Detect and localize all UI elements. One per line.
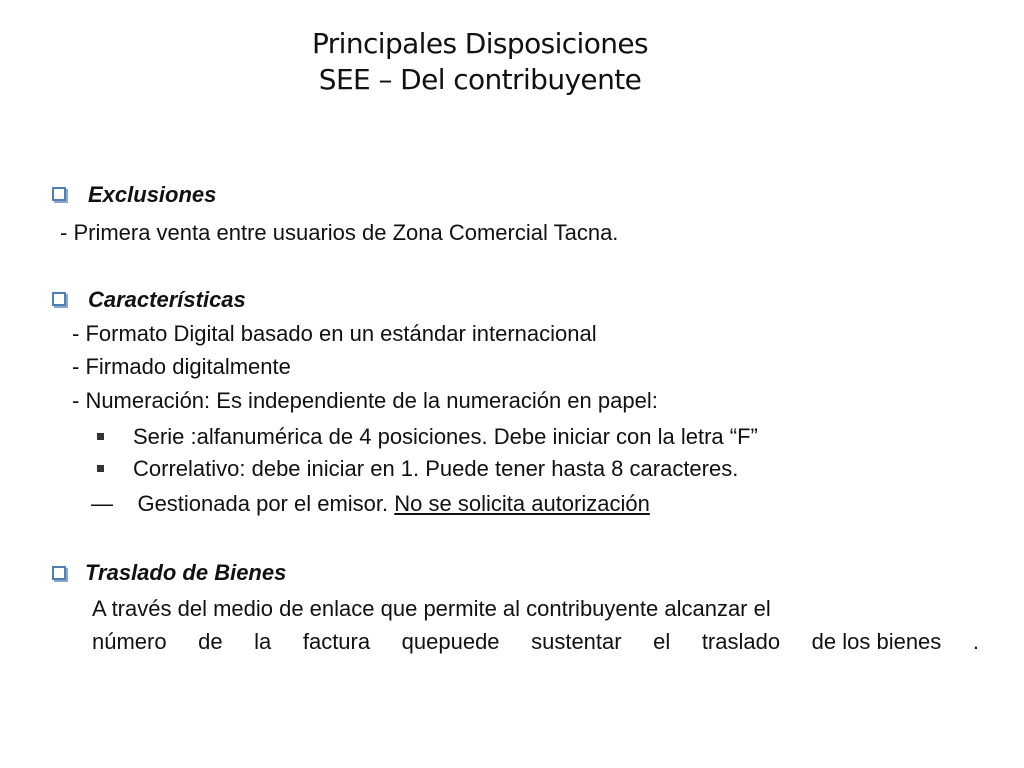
paragraph-word: factura xyxy=(302,629,371,654)
paragraph-word: de xyxy=(198,629,223,654)
caracteristicas-item: - Firmado digitalmente xyxy=(72,354,291,379)
paragraph-word: número xyxy=(92,629,167,654)
paragraph-word: . xyxy=(972,629,979,654)
caracteristicas-item: - Formato Digital basado en un estándar internacional xyxy=(72,321,597,346)
title-line-2: SEE – Del contribuyente xyxy=(318,63,642,96)
section-heading-traslado: Traslado de Bienes xyxy=(85,560,287,585)
section-heading-caracteristicas: Características xyxy=(88,287,246,312)
traslado-paragraph-line-1: A través del medio de enlace que permite al contribuyente alcanzar el xyxy=(92,596,771,621)
numeracion-sub-item: Serie :alfanumérica de 4 posiciones. Debe iniciar con la letra “F” xyxy=(133,424,758,449)
paragraph-word: el xyxy=(653,629,671,654)
square-bullet-icon xyxy=(97,433,104,440)
caracteristicas-item: - Numeración: Es independiente de la numeración en papel: xyxy=(72,388,658,413)
dash-item xyxy=(91,491,650,517)
checkbox-bullet-icon xyxy=(52,292,66,306)
paragraph-word: de los bienes xyxy=(811,629,942,654)
paragraph-word: sustentar xyxy=(531,629,622,654)
paragraph-word: quepuede xyxy=(401,629,500,654)
traslado-paragraph-line-2 xyxy=(92,629,979,655)
checkbox-bullet-icon xyxy=(52,187,66,201)
section-heading-exclusiones: Exclusiones xyxy=(88,182,217,207)
slide-title xyxy=(180,26,780,98)
paragraph-word: la xyxy=(254,629,272,654)
paragraph-word: traslado xyxy=(701,629,781,654)
square-bullet-icon xyxy=(97,465,104,472)
numeracion-sub-item: Correlativo: debe iniciar en 1. Puede tener hasta 8 caracteres. xyxy=(133,456,739,481)
exclusiones-item: - Primera venta entre usuarios de Zona Comercial Tacna. xyxy=(60,220,619,245)
title-line-1: Principales Disposiciones xyxy=(311,27,649,60)
em-dash: — xyxy=(91,491,113,516)
no-autorizacion-text: No se solicita autorización xyxy=(394,491,650,516)
dash-item-text: Gestionada por el emisor. xyxy=(137,491,389,516)
checkbox-bullet-icon xyxy=(52,566,66,580)
